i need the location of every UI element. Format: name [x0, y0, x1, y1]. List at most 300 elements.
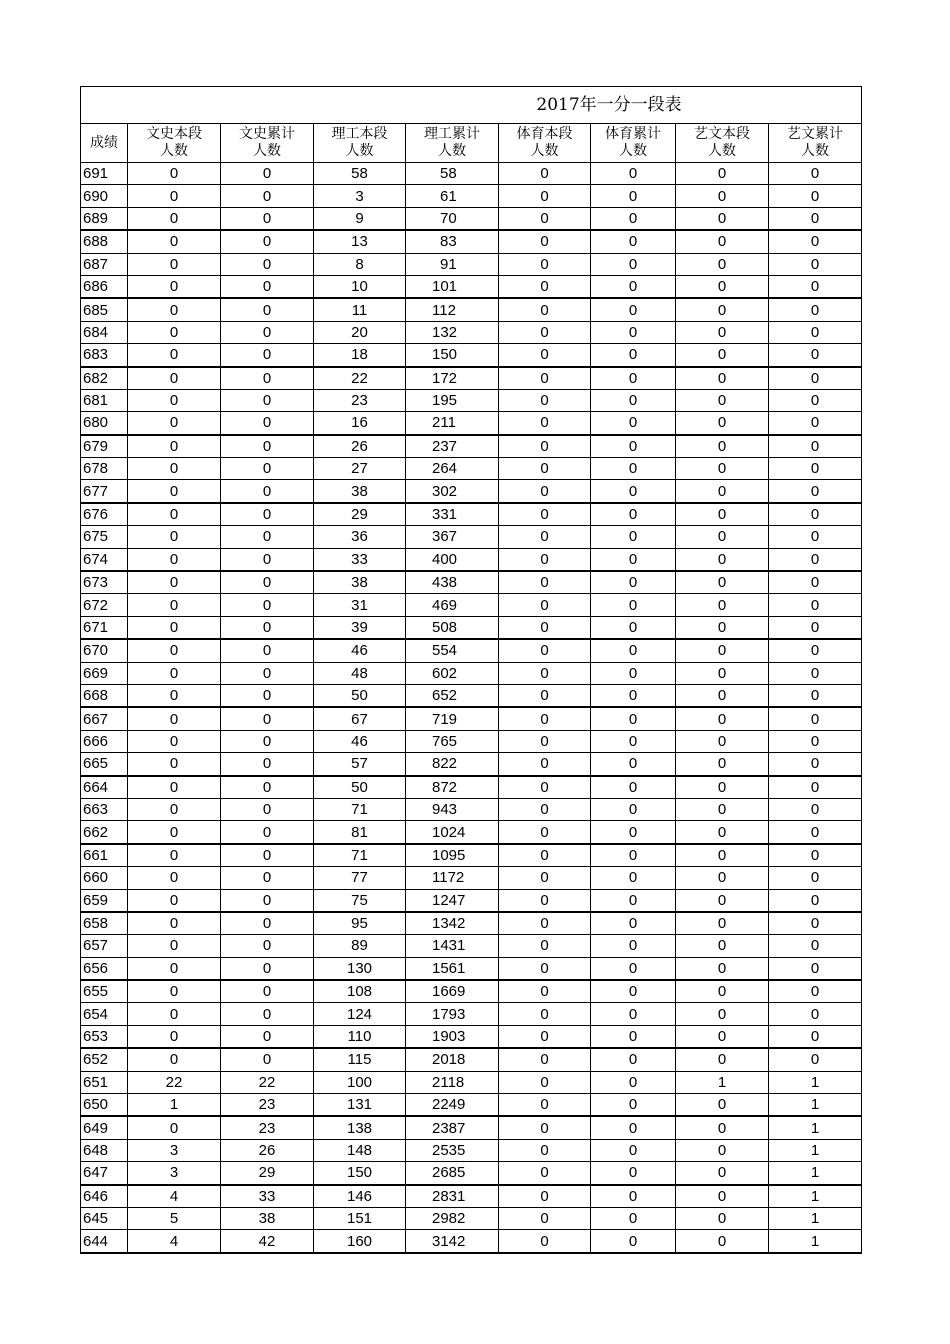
- cell-sports-cumulative: 0: [591, 1139, 676, 1161]
- header-art-segment: 艺文本段 人数: [676, 124, 769, 163]
- cell-score: 689: [81, 207, 128, 230]
- cell-science-cumulative: 195: [406, 389, 499, 411]
- cell-art-cumulative: 0: [769, 412, 862, 435]
- cell-art-segment: 0: [676, 1162, 769, 1185]
- cell-sports-cumulative: 0: [591, 207, 676, 230]
- cell-liberal-arts-cumulative: 0: [221, 753, 314, 776]
- table-row: [81, 435, 862, 458]
- cell-science-segment: 160: [314, 1230, 406, 1253]
- cell-sports-segment: 0: [499, 253, 591, 275]
- cell-science-cumulative: 508: [406, 616, 499, 639]
- cell-score: 668: [81, 684, 128, 707]
- cell-sports-segment: 0: [499, 458, 591, 480]
- cell-sports-segment: 0: [499, 980, 591, 1003]
- table-row: [81, 1048, 862, 1071]
- table-row: [81, 548, 862, 571]
- cell-sports-segment: 0: [499, 298, 591, 321]
- cell-score: 674: [81, 548, 128, 571]
- cell-liberal-arts-cumulative: 0: [221, 185, 314, 207]
- cell-liberal-arts-cumulative: 0: [221, 344, 314, 367]
- cell-liberal-arts-cumulative: 23: [221, 1116, 314, 1139]
- cell-science-cumulative: 264: [406, 458, 499, 480]
- cell-science-cumulative: 2535: [406, 1139, 499, 1161]
- cell-science-segment: 77: [314, 867, 406, 889]
- cell-liberal-arts-cumulative: 0: [221, 503, 314, 526]
- cell-sports-cumulative: 0: [591, 571, 676, 594]
- cell-sports-cumulative: 0: [591, 1162, 676, 1185]
- cell-liberal-arts-segment: 0: [128, 594, 221, 616]
- cell-art-segment: 1: [676, 1071, 769, 1093]
- table-row: [81, 412, 862, 435]
- cell-sports-segment: 0: [499, 684, 591, 707]
- cell-art-segment: 0: [676, 684, 769, 707]
- cell-sports-cumulative: 0: [591, 753, 676, 776]
- cell-score: 687: [81, 253, 128, 275]
- cell-science-cumulative: 438: [406, 571, 499, 594]
- cell-sports-cumulative: 0: [591, 389, 676, 411]
- cell-sports-cumulative: 0: [591, 662, 676, 684]
- cell-art-segment: 0: [676, 503, 769, 526]
- cell-science-cumulative: 400: [406, 548, 499, 571]
- cell-score: 662: [81, 821, 128, 844]
- cell-score: 659: [81, 889, 128, 912]
- cell-science-segment: 31: [314, 594, 406, 616]
- cell-sports-cumulative: 0: [591, 367, 676, 390]
- cell-art-cumulative: 0: [769, 207, 862, 230]
- cell-art-cumulative: 0: [769, 844, 862, 867]
- cell-science-cumulative: 211: [406, 412, 499, 435]
- cell-sports-segment: 0: [499, 435, 591, 458]
- table-row: [81, 616, 862, 639]
- header-liberal-arts-segment: 文史本段 人数: [128, 124, 221, 163]
- table-row: [81, 207, 862, 230]
- cell-science-segment: 131: [314, 1094, 406, 1117]
- cell-sports-cumulative: 0: [591, 185, 676, 207]
- cell-score: 680: [81, 412, 128, 435]
- cell-liberal-arts-cumulative: 0: [221, 253, 314, 275]
- cell-science-cumulative: 1903: [406, 1025, 499, 1048]
- cell-art-cumulative: 0: [769, 684, 862, 707]
- table-row: [81, 1116, 862, 1139]
- cell-score: 653: [81, 1025, 128, 1048]
- cell-science-segment: 110: [314, 1025, 406, 1048]
- cell-score: 663: [81, 798, 128, 820]
- cell-liberal-arts-cumulative: 0: [221, 684, 314, 707]
- cell-score: 655: [81, 980, 128, 1003]
- cell-liberal-arts-cumulative: 0: [221, 163, 314, 185]
- cell-science-cumulative: 101: [406, 275, 499, 298]
- cell-liberal-arts-cumulative: 0: [221, 298, 314, 321]
- table-row: [81, 1185, 862, 1208]
- header-row: [81, 124, 862, 163]
- cell-science-cumulative: 2685: [406, 1162, 499, 1185]
- cell-sports-segment: 0: [499, 662, 591, 684]
- cell-sports-segment: 0: [499, 616, 591, 639]
- table-row: [81, 662, 862, 684]
- cell-science-cumulative: 469: [406, 594, 499, 616]
- table-row: [81, 1207, 862, 1229]
- cell-liberal-arts-cumulative: 0: [221, 480, 314, 503]
- cell-liberal-arts-cumulative: 0: [221, 821, 314, 844]
- cell-science-segment: 146: [314, 1185, 406, 1208]
- cell-art-cumulative: 0: [769, 480, 862, 503]
- cell-liberal-arts-cumulative: 0: [221, 639, 314, 662]
- cell-sports-cumulative: 0: [591, 1094, 676, 1117]
- cell-sports-cumulative: 0: [591, 1185, 676, 1208]
- cell-sports-cumulative: 0: [591, 1116, 676, 1139]
- cell-sports-cumulative: 0: [591, 798, 676, 820]
- table-row: [81, 163, 862, 185]
- cell-art-segment: 0: [676, 730, 769, 752]
- cell-liberal-arts-segment: 0: [128, 207, 221, 230]
- cell-liberal-arts-segment: 22: [128, 1071, 221, 1093]
- cell-sports-cumulative: 0: [591, 253, 676, 275]
- cell-liberal-arts-segment: 0: [128, 798, 221, 820]
- cell-art-segment: 0: [676, 367, 769, 390]
- cell-score: 690: [81, 185, 128, 207]
- cell-sports-cumulative: 0: [591, 412, 676, 435]
- cell-science-segment: 22: [314, 367, 406, 390]
- cell-art-cumulative: 0: [769, 707, 862, 730]
- table-row: [81, 753, 862, 776]
- cell-liberal-arts-segment: 0: [128, 684, 221, 707]
- cell-art-cumulative: 0: [769, 957, 862, 980]
- cell-science-segment: 95: [314, 912, 406, 935]
- cell-liberal-arts-segment: 0: [128, 707, 221, 730]
- cell-science-cumulative: 1172: [406, 867, 499, 889]
- cell-science-cumulative: 2831: [406, 1185, 499, 1208]
- cell-liberal-arts-cumulative: 0: [221, 730, 314, 752]
- cell-score: 673: [81, 571, 128, 594]
- cell-science-segment: 75: [314, 889, 406, 912]
- cell-science-segment: 58: [314, 163, 406, 185]
- cell-liberal-arts-cumulative: 29: [221, 1162, 314, 1185]
- cell-liberal-arts-cumulative: 0: [221, 776, 314, 799]
- cell-sports-segment: 0: [499, 594, 591, 616]
- cell-art-segment: 0: [676, 344, 769, 367]
- cell-art-cumulative: 0: [769, 321, 862, 343]
- cell-science-segment: 29: [314, 503, 406, 526]
- cell-science-cumulative: 367: [406, 526, 499, 548]
- cell-score: 649: [81, 1116, 128, 1139]
- cell-science-segment: 38: [314, 480, 406, 503]
- cell-science-segment: 11: [314, 298, 406, 321]
- cell-sports-segment: 0: [499, 957, 591, 980]
- cell-science-segment: 26: [314, 435, 406, 458]
- cell-art-cumulative: 0: [769, 980, 862, 1003]
- cell-art-cumulative: 0: [769, 912, 862, 935]
- cell-liberal-arts-segment: 0: [128, 1003, 221, 1025]
- cell-liberal-arts-segment: 0: [128, 275, 221, 298]
- cell-sports-segment: 0: [499, 1162, 591, 1185]
- cell-liberal-arts-cumulative: 0: [221, 594, 314, 616]
- table-row: [81, 957, 862, 980]
- cell-sports-segment: 0: [499, 275, 591, 298]
- cell-liberal-arts-cumulative: 0: [221, 571, 314, 594]
- cell-sports-segment: 0: [499, 503, 591, 526]
- cell-science-cumulative: 3142: [406, 1230, 499, 1253]
- cell-sports-cumulative: 0: [591, 298, 676, 321]
- cell-sports-cumulative: 0: [591, 344, 676, 367]
- table-row: [81, 707, 862, 730]
- cell-art-segment: 0: [676, 412, 769, 435]
- cell-liberal-arts-segment: 0: [128, 185, 221, 207]
- cell-score: 644: [81, 1230, 128, 1253]
- header-liberal-arts-cumulative: 文史累计 人数: [221, 124, 314, 163]
- cell-score: 661: [81, 844, 128, 867]
- cell-science-segment: 50: [314, 684, 406, 707]
- table-row: [81, 480, 862, 503]
- cell-sports-segment: 0: [499, 1048, 591, 1071]
- cell-liberal-arts-cumulative: 0: [221, 230, 314, 253]
- cell-score: 678: [81, 458, 128, 480]
- cell-art-cumulative: 0: [769, 1025, 862, 1048]
- table-row: [81, 684, 862, 707]
- cell-liberal-arts-segment: 0: [128, 776, 221, 799]
- cell-score: 672: [81, 594, 128, 616]
- cell-liberal-arts-cumulative: 0: [221, 207, 314, 230]
- cell-science-cumulative: 237: [406, 435, 499, 458]
- table-row: [81, 798, 862, 820]
- cell-liberal-arts-cumulative: 0: [221, 844, 314, 867]
- cell-art-cumulative: 0: [769, 230, 862, 253]
- cell-sports-cumulative: 0: [591, 275, 676, 298]
- cell-art-segment: 0: [676, 798, 769, 820]
- header-science-segment: 理工本段 人数: [314, 124, 406, 163]
- cell-liberal-arts-segment: 0: [128, 889, 221, 912]
- cell-score: 647: [81, 1162, 128, 1185]
- cell-sports-segment: 0: [499, 707, 591, 730]
- table-row: [81, 776, 862, 799]
- cell-liberal-arts-segment: 0: [128, 980, 221, 1003]
- cell-science-cumulative: 554: [406, 639, 499, 662]
- cell-science-segment: 71: [314, 798, 406, 820]
- cell-science-segment: 115: [314, 1048, 406, 1071]
- cell-liberal-arts-segment: 0: [128, 935, 221, 957]
- cell-liberal-arts-cumulative: 26: [221, 1139, 314, 1161]
- cell-science-segment: 10: [314, 275, 406, 298]
- cell-art-segment: 0: [676, 662, 769, 684]
- cell-score: 654: [81, 1003, 128, 1025]
- cell-science-segment: 148: [314, 1139, 406, 1161]
- header-science-cumulative: 理工累计 人数: [406, 124, 499, 163]
- cell-sports-cumulative: 0: [591, 1207, 676, 1229]
- cell-liberal-arts-cumulative: 0: [221, 275, 314, 298]
- cell-sports-segment: 0: [499, 367, 591, 390]
- cell-sports-segment: 0: [499, 185, 591, 207]
- cell-art-segment: 0: [676, 1230, 769, 1253]
- cell-liberal-arts-cumulative: 0: [221, 526, 314, 548]
- table-row: [81, 1139, 862, 1161]
- cell-art-cumulative: 1: [769, 1071, 862, 1093]
- cell-liberal-arts-segment: 0: [128, 548, 221, 571]
- cell-liberal-arts-segment: 0: [128, 480, 221, 503]
- cell-science-cumulative: 1247: [406, 889, 499, 912]
- cell-score: 652: [81, 1048, 128, 1071]
- cell-science-cumulative: 302: [406, 480, 499, 503]
- cell-liberal-arts-cumulative: 0: [221, 389, 314, 411]
- cell-art-segment: 0: [676, 957, 769, 980]
- cell-art-cumulative: 0: [769, 298, 862, 321]
- cell-science-cumulative: 2118: [406, 1071, 499, 1093]
- cell-art-segment: 0: [676, 616, 769, 639]
- cell-sports-segment: 0: [499, 1116, 591, 1139]
- cell-sports-cumulative: 0: [591, 707, 676, 730]
- cell-art-cumulative: 1: [769, 1139, 862, 1161]
- cell-science-segment: 150: [314, 1162, 406, 1185]
- cell-sports-segment: 0: [499, 1094, 591, 1117]
- cell-science-cumulative: 1024: [406, 821, 499, 844]
- table-row: [81, 1094, 862, 1117]
- cell-art-cumulative: 1: [769, 1230, 862, 1253]
- cell-sports-segment: 0: [499, 1071, 591, 1093]
- cell-sports-segment: 0: [499, 480, 591, 503]
- cell-sports-cumulative: 0: [591, 1048, 676, 1071]
- cell-score: 670: [81, 639, 128, 662]
- cell-sports-segment: 0: [499, 1003, 591, 1025]
- cell-science-cumulative: 172: [406, 367, 499, 390]
- cell-sports-cumulative: 0: [591, 526, 676, 548]
- cell-science-segment: 16: [314, 412, 406, 435]
- cell-science-cumulative: 2982: [406, 1207, 499, 1229]
- cell-liberal-arts-segment: 3: [128, 1139, 221, 1161]
- table-row: [81, 980, 862, 1003]
- cell-science-cumulative: 1342: [406, 912, 499, 935]
- cell-art-segment: 0: [676, 753, 769, 776]
- cell-art-cumulative: 0: [769, 526, 862, 548]
- header-score: 成绩: [81, 124, 128, 163]
- cell-art-cumulative: 0: [769, 798, 862, 820]
- cell-science-segment: 130: [314, 957, 406, 980]
- cell-art-segment: 0: [676, 1003, 769, 1025]
- table-row: [81, 1230, 862, 1253]
- cell-liberal-arts-cumulative: 0: [221, 616, 314, 639]
- cell-sports-cumulative: 0: [591, 458, 676, 480]
- cell-sports-segment: 0: [499, 935, 591, 957]
- cell-art-cumulative: 0: [769, 753, 862, 776]
- cell-sports-segment: 0: [499, 844, 591, 867]
- cell-sports-segment: 0: [499, 753, 591, 776]
- table-row: [81, 821, 862, 844]
- cell-art-segment: 0: [676, 1139, 769, 1161]
- cell-art-segment: 0: [676, 185, 769, 207]
- cell-liberal-arts-cumulative: 0: [221, 867, 314, 889]
- cell-science-segment: 38: [314, 571, 406, 594]
- cell-science-segment: 50: [314, 776, 406, 799]
- cell-sports-cumulative: 0: [591, 639, 676, 662]
- cell-science-cumulative: 765: [406, 730, 499, 752]
- cell-liberal-arts-cumulative: 0: [221, 935, 314, 957]
- cell-art-cumulative: 0: [769, 503, 862, 526]
- table-title-cell: [81, 87, 862, 124]
- cell-science-segment: 48: [314, 662, 406, 684]
- cell-sports-cumulative: 0: [591, 1003, 676, 1025]
- cell-score: 676: [81, 503, 128, 526]
- cell-liberal-arts-cumulative: 0: [221, 798, 314, 820]
- cell-sports-segment: 0: [499, 344, 591, 367]
- table-row: [81, 1003, 862, 1025]
- cell-science-segment: 23: [314, 389, 406, 411]
- cell-liberal-arts-cumulative: 0: [221, 321, 314, 343]
- cell-sports-segment: 0: [499, 912, 591, 935]
- cell-art-segment: 0: [676, 389, 769, 411]
- cell-liberal-arts-segment: 0: [128, 1116, 221, 1139]
- title-row: [81, 87, 862, 124]
- cell-art-segment: 0: [676, 526, 769, 548]
- cell-liberal-arts-segment: 0: [128, 1025, 221, 1048]
- cell-sports-segment: 0: [499, 548, 591, 571]
- cell-art-cumulative: 0: [769, 389, 862, 411]
- cell-liberal-arts-segment: 3: [128, 1162, 221, 1185]
- cell-science-segment: 71: [314, 844, 406, 867]
- cell-score: 645: [81, 1207, 128, 1229]
- cell-art-cumulative: 0: [769, 1048, 862, 1071]
- cell-liberal-arts-cumulative: 0: [221, 957, 314, 980]
- cell-art-cumulative: 0: [769, 458, 862, 480]
- cell-art-segment: 0: [676, 298, 769, 321]
- table-row: [81, 639, 862, 662]
- cell-liberal-arts-segment: 0: [128, 526, 221, 548]
- cell-liberal-arts-segment: 0: [128, 230, 221, 253]
- table-row: [81, 298, 862, 321]
- cell-science-segment: 138: [314, 1116, 406, 1139]
- cell-liberal-arts-segment: 0: [128, 253, 221, 275]
- cell-sports-segment: 0: [499, 776, 591, 799]
- cell-liberal-arts-cumulative: 0: [221, 980, 314, 1003]
- cell-science-segment: 124: [314, 1003, 406, 1025]
- cell-liberal-arts-segment: 0: [128, 1048, 221, 1071]
- cell-score: 677: [81, 480, 128, 503]
- cell-science-cumulative: 1793: [406, 1003, 499, 1025]
- table-row: [81, 1162, 862, 1185]
- cell-sports-cumulative: 0: [591, 480, 676, 503]
- table-row: [81, 1025, 862, 1048]
- cell-sports-segment: 0: [499, 389, 591, 411]
- cell-sports-cumulative: 0: [591, 435, 676, 458]
- cell-science-cumulative: 2018: [406, 1048, 499, 1071]
- cell-science-cumulative: 91: [406, 253, 499, 275]
- cell-sports-segment: 0: [499, 163, 591, 185]
- cell-liberal-arts-cumulative: 0: [221, 1025, 314, 1048]
- table-row: [81, 253, 862, 275]
- table-row: [81, 367, 862, 390]
- cell-liberal-arts-cumulative: 0: [221, 548, 314, 571]
- cell-science-cumulative: 822: [406, 753, 499, 776]
- cell-art-segment: 0: [676, 435, 769, 458]
- cell-sports-cumulative: 0: [591, 503, 676, 526]
- table-row: [81, 185, 862, 207]
- cell-science-cumulative: 331: [406, 503, 499, 526]
- cell-art-cumulative: 1: [769, 1207, 862, 1229]
- cell-science-cumulative: 70: [406, 207, 499, 230]
- cell-sports-segment: 0: [499, 321, 591, 343]
- cell-liberal-arts-segment: 0: [128, 163, 221, 185]
- cell-sports-cumulative: 0: [591, 935, 676, 957]
- cell-liberal-arts-segment: 0: [128, 844, 221, 867]
- cell-score: 648: [81, 1139, 128, 1161]
- cell-liberal-arts-segment: 0: [128, 344, 221, 367]
- table-row: [81, 275, 862, 298]
- cell-science-segment: 20: [314, 321, 406, 343]
- cell-science-segment: 67: [314, 707, 406, 730]
- cell-art-segment: 0: [676, 1025, 769, 1048]
- cell-sports-cumulative: 0: [591, 980, 676, 1003]
- cell-science-segment: 8: [314, 253, 406, 275]
- cell-art-cumulative: 1: [769, 1162, 862, 1185]
- cell-art-segment: 0: [676, 844, 769, 867]
- cell-art-cumulative: 0: [769, 1003, 862, 1025]
- cell-art-segment: 0: [676, 321, 769, 343]
